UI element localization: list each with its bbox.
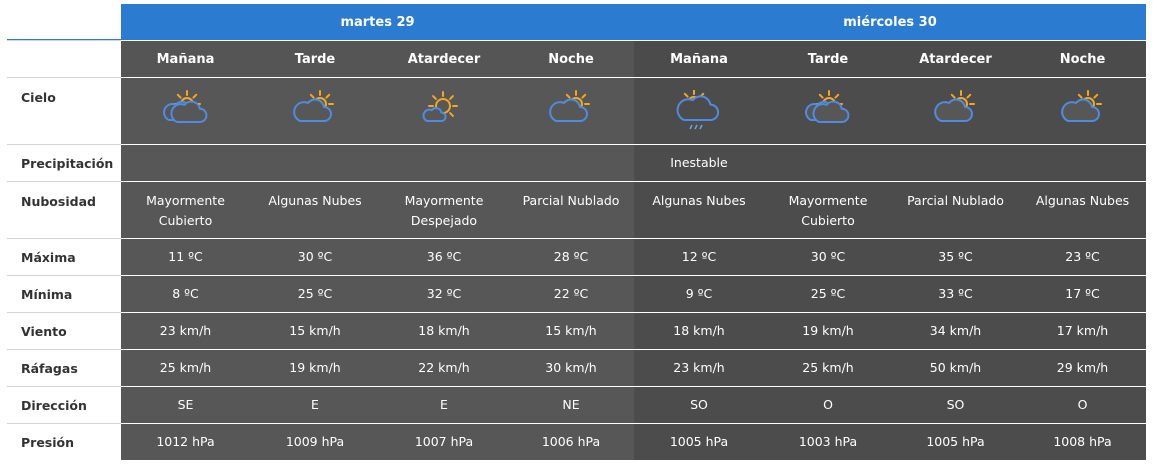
row-divider	[7, 77, 121, 78]
sun-cloud-rain-icon	[676, 90, 722, 132]
sun-small-cloud-icon	[380, 78, 508, 144]
row-label-precipitacion: Precipitación	[21, 155, 114, 171]
cell-rafagas: 25 km/h	[121, 350, 250, 386]
precipitation-value: Inestable	[670, 155, 728, 170]
day-header: martes 29	[121, 4, 634, 40]
period-header: Noche	[1019, 41, 1146, 77]
row-divider	[7, 386, 121, 387]
cell-nubosidad: Algunas Nubes	[1019, 182, 1146, 238]
header-spacer	[0, 4, 121, 40]
cell-maxima: 30 ºC	[250, 239, 380, 275]
cell-viento: 18 km/h	[380, 313, 508, 349]
cell-nubosidad: Algunas Nubes	[250, 182, 380, 238]
sun-small-cloud-icon	[421, 90, 467, 132]
cell-rafagas: 50 km/h	[892, 350, 1019, 386]
cell-direccion: E	[250, 387, 380, 423]
cell-presion: 1005 hPa	[634, 424, 764, 460]
cell-minima: 9 ºC	[634, 276, 764, 312]
sun-cloud-rain-icon	[634, 78, 764, 144]
row-divider	[7, 238, 121, 239]
cell-minima: 17 ºC	[1019, 276, 1146, 312]
cell-maxima: 36 ºC	[380, 239, 508, 275]
cell-rafagas: 25 km/h	[764, 350, 892, 386]
cell-direccion: O	[764, 387, 892, 423]
row-label-rafagas: Ráfagas	[21, 360, 78, 376]
cell-minima: 32 ºC	[380, 276, 508, 312]
cell-viento: 34 km/h	[892, 313, 1019, 349]
sun-cloud-icon	[933, 90, 979, 132]
period-header: Tarde	[764, 41, 892, 77]
row-gap	[121, 423, 1146, 424]
sun-double-cloud-icon	[764, 78, 892, 144]
row-gap	[121, 275, 1146, 276]
row-label-maxima: Máxima	[21, 249, 76, 265]
cell-minima: 25 ºC	[250, 276, 380, 312]
cell-viento: 17 km/h	[1019, 313, 1146, 349]
sun-cloud-icon	[292, 90, 338, 132]
cell-nubosidad: Parcial Nublado	[508, 182, 634, 238]
row-gap	[121, 349, 1146, 350]
day-header: miércoles 30	[634, 4, 1146, 40]
cell-minima: 33 ºC	[892, 276, 1019, 312]
row-label-minima: Mínima	[21, 286, 73, 302]
precipitation-day1	[121, 145, 634, 181]
row-divider	[7, 423, 121, 424]
cell-presion: 1009 hPa	[250, 424, 380, 460]
sun-cloud-icon	[508, 78, 634, 144]
cell-maxima: 28 ºC	[508, 239, 634, 275]
row-gap	[121, 386, 1146, 387]
sun-cloud-icon	[548, 90, 594, 132]
row-divider	[7, 312, 121, 313]
cell-direccion: O	[1019, 387, 1146, 423]
row-divider	[7, 181, 121, 182]
cell-nubosidad: Mayormente Despejado	[380, 182, 508, 238]
row-gap	[121, 181, 1146, 182]
row-divider	[7, 349, 121, 350]
sun-double-cloud-icon	[805, 90, 851, 132]
cell-direccion: E	[380, 387, 508, 423]
cell-presion: 1008 hPa	[1019, 424, 1146, 460]
row-label-viento: Viento	[21, 323, 67, 339]
cell-maxima: 30 ºC	[764, 239, 892, 275]
period-header: Tarde	[250, 41, 380, 77]
cell-rafagas: 30 km/h	[508, 350, 634, 386]
cell-viento: 15 km/h	[508, 313, 634, 349]
cell-minima: 25 ºC	[764, 276, 892, 312]
cell-direccion: SO	[892, 387, 1019, 423]
sun-cloud-icon	[1019, 78, 1146, 144]
sun-cloud-icon	[250, 78, 380, 144]
row-label-nubosidad: Nubosidad	[21, 194, 96, 209]
cell-maxima: 35 ºC	[892, 239, 1019, 275]
cell-rafagas: 22 km/h	[380, 350, 508, 386]
cell-maxima: 12 ºC	[634, 239, 764, 275]
period-header: Atardecer	[892, 41, 1019, 77]
sun-double-cloud-icon	[121, 78, 250, 144]
cell-direccion: NE	[508, 387, 634, 423]
cell-rafagas: 23 km/h	[634, 350, 764, 386]
cell-direccion: SO	[634, 387, 764, 423]
row-label-direccion: Dirección	[21, 397, 87, 413]
row-gap	[121, 144, 1146, 145]
row-gap	[121, 312, 1146, 313]
cell-nubosidad: Parcial Nublado	[892, 182, 1019, 238]
row-divider	[7, 144, 121, 145]
cell-nubosidad: Mayormente Cubierto	[764, 182, 892, 238]
row-divider	[7, 40, 121, 41]
row-gap	[121, 238, 1146, 239]
precipitation-day2	[634, 145, 1146, 181]
sun-double-cloud-icon	[163, 90, 209, 132]
cell-viento: 19 km/h	[764, 313, 892, 349]
cell-rafagas: 29 km/h	[1019, 350, 1146, 386]
cell-maxima: 23 ºC	[1019, 239, 1146, 275]
cell-minima: 8 ºC	[121, 276, 250, 312]
row-divider	[7, 275, 121, 276]
period-header: Mañana	[121, 41, 250, 77]
cell-presion: 1012 hPa	[121, 424, 250, 460]
row-gap	[121, 77, 1146, 78]
row-label-presion: Presión	[21, 434, 75, 450]
cell-viento: 18 km/h	[634, 313, 764, 349]
cell-nubosidad: Mayormente Cubierto	[121, 182, 250, 238]
cell-nubosidad: Algunas Nubes	[634, 182, 764, 238]
period-header: Mañana	[634, 41, 764, 77]
cell-rafagas: 19 km/h	[250, 350, 380, 386]
cell-maxima: 11 ºC	[121, 239, 250, 275]
cell-direccion: SE	[121, 387, 250, 423]
cell-presion: 1005 hPa	[892, 424, 1019, 460]
cell-presion: 1007 hPa	[380, 424, 508, 460]
cell-viento: 15 km/h	[250, 313, 380, 349]
row-label-cielo: Cielo	[21, 90, 56, 105]
sun-cloud-icon	[1060, 90, 1106, 132]
cell-viento: 23 km/h	[121, 313, 250, 349]
cell-presion: 1003 hPa	[764, 424, 892, 460]
cell-presion: 1006 hPa	[508, 424, 634, 460]
period-header: Noche	[508, 41, 634, 77]
sun-cloud-icon	[892, 78, 1019, 144]
period-header: Atardecer	[380, 41, 508, 77]
cell-minima: 22 ºC	[508, 276, 634, 312]
